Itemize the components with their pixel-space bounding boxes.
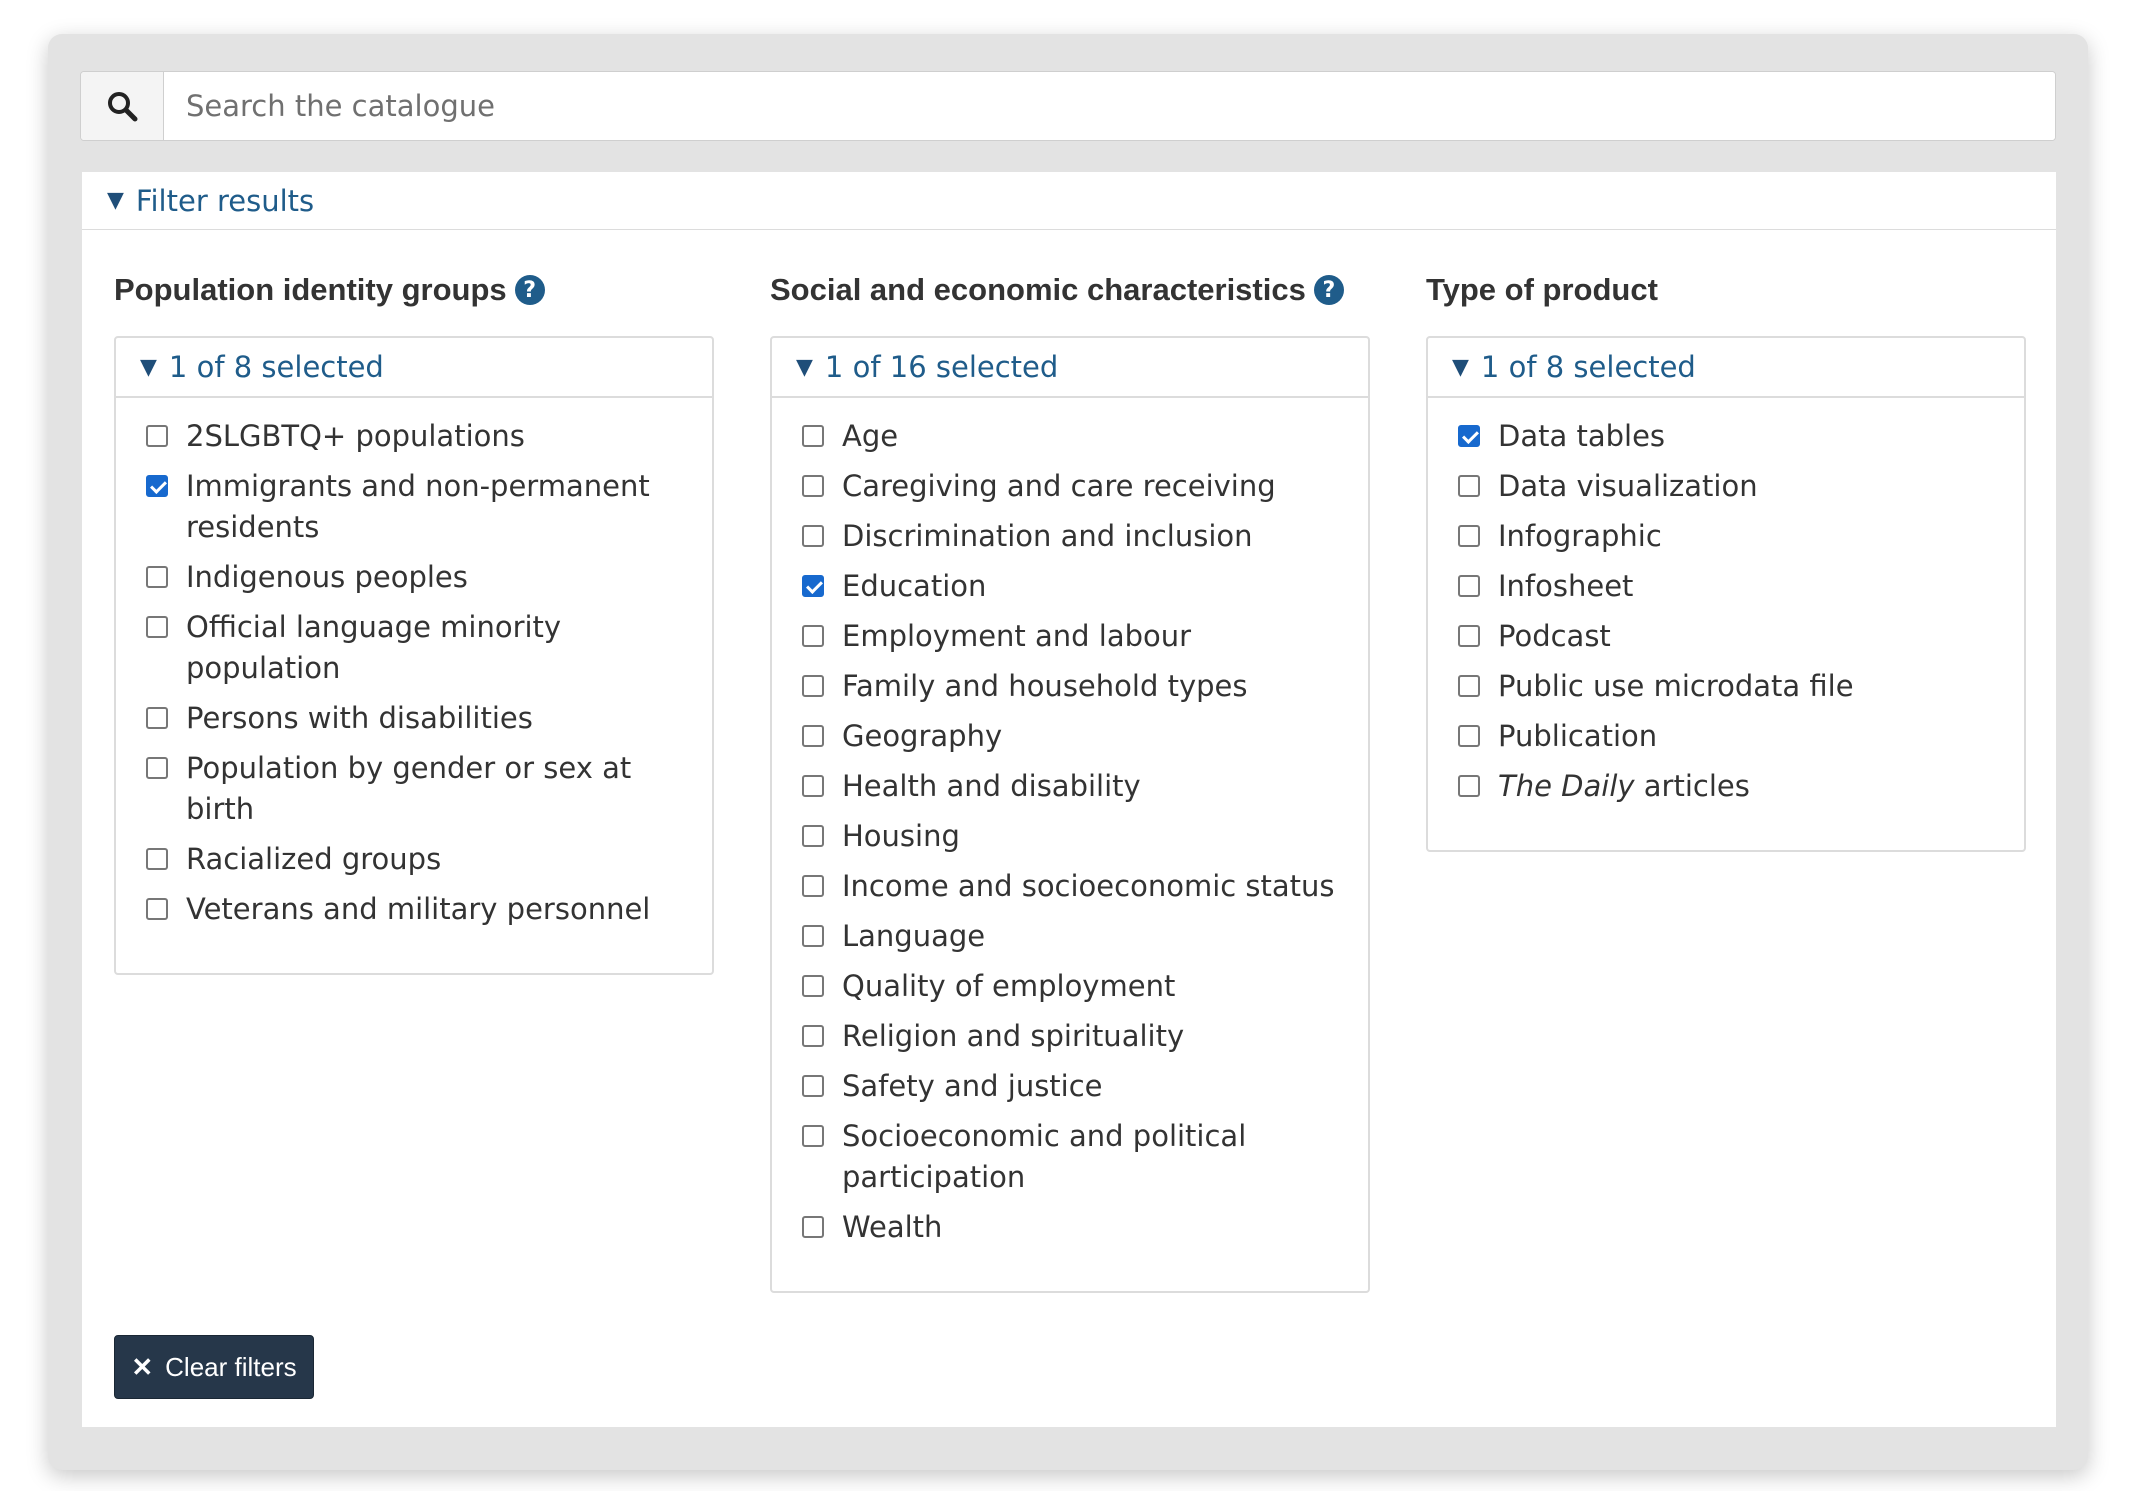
filter-column-social-economic	[770, 268, 1370, 1244]
checkbox-option[interactable]	[116, 839, 712, 880]
column-title-text: Type of product	[1426, 272, 1658, 307]
checkbox-unchecked[interactable]	[1458, 525, 1480, 547]
checkbox-option[interactable]	[116, 557, 712, 598]
checkbox-label: Age	[842, 419, 899, 453]
checkbox-label: Veterans and military personnel	[186, 892, 651, 926]
filter-results-toggle[interactable]	[82, 172, 2056, 230]
checkbox-unchecked[interactable]	[802, 925, 824, 947]
search-icon	[106, 90, 138, 122]
checkbox-option[interactable]	[116, 698, 712, 739]
checkbox-option[interactable]	[772, 416, 1368, 457]
checkbox-unchecked[interactable]	[802, 475, 824, 497]
checkbox-label: Socioeconomic and political participation	[842, 1119, 1247, 1194]
checkbox-option[interactable]	[116, 416, 712, 457]
checkbox-unchecked[interactable]	[146, 757, 168, 779]
checkbox-label: Income and socioeconomic status	[842, 869, 1335, 903]
checkbox-label: The Daily articles	[1498, 769, 1750, 803]
checkbox-option[interactable]	[1428, 566, 2024, 607]
checkbox-unchecked[interactable]	[146, 898, 168, 920]
column-title	[114, 268, 714, 312]
checkbox-option[interactable]	[116, 607, 712, 689]
checkbox-unchecked[interactable]	[802, 1075, 824, 1097]
search-input[interactable]	[164, 72, 2055, 140]
checkbox-option[interactable]	[772, 816, 1368, 857]
selected-count: 1 of 8 selected	[168, 350, 384, 384]
checkbox-label: Family and household types	[842, 669, 1248, 703]
checkbox-label: Quality of employment	[842, 969, 1176, 1003]
checkbox-option[interactable]	[1428, 716, 2024, 757]
checkbox-label: Education	[842, 569, 987, 603]
checkbox-unchecked[interactable]	[802, 425, 824, 447]
checkbox-checked[interactable]	[1458, 425, 1480, 447]
filter-column-population	[114, 268, 714, 926]
checkbox-option[interactable]	[772, 916, 1368, 957]
checkbox-unchecked[interactable]	[146, 566, 168, 588]
checkbox-option[interactable]	[116, 889, 712, 930]
checkbox-option[interactable]	[1428, 666, 2024, 707]
column-title-text: Population identity groups	[114, 272, 507, 307]
caret-down-icon: ▼	[1452, 354, 1469, 380]
checkbox-unchecked[interactable]	[1458, 575, 1480, 597]
checkbox-unchecked[interactable]	[1458, 775, 1480, 797]
checkbox-label: Official language minority population	[186, 610, 562, 685]
checkbox-unchecked[interactable]	[146, 425, 168, 447]
checkbox-option[interactable]	[772, 1207, 1368, 1248]
checkbox-label: Persons with disabilities	[186, 701, 533, 735]
checkbox-option[interactable]	[116, 748, 712, 830]
group-summary-toggle[interactable]	[772, 338, 1368, 398]
checkbox-checked[interactable]	[146, 475, 168, 497]
filter-panel	[82, 172, 2056, 1427]
checkbox-option[interactable]	[772, 966, 1368, 1007]
checkbox-label: Publication	[1498, 719, 1658, 753]
checkbox-option[interactable]	[1428, 616, 2024, 657]
checkbox-label: Infosheet	[1498, 569, 1634, 603]
checkbox-option[interactable]	[772, 616, 1368, 657]
checkbox-option[interactable]	[772, 466, 1368, 507]
checkbox-label: Geography	[842, 719, 1003, 753]
filter-results-label: Filter results	[135, 183, 315, 218]
option-list	[772, 398, 1368, 1248]
checkbox-option[interactable]	[772, 766, 1368, 807]
search-button[interactable]	[81, 72, 164, 140]
checkbox-group	[114, 336, 714, 975]
checkbox-label: Wealth	[842, 1210, 943, 1244]
checkbox-label: Safety and justice	[842, 1069, 1103, 1103]
option-list	[116, 398, 712, 930]
selected-count: 1 of 8 selected	[1480, 350, 1696, 384]
checkbox-unchecked[interactable]	[802, 875, 824, 897]
checkbox-label: Indigenous peoples	[186, 560, 468, 594]
checkbox-option[interactable]	[772, 666, 1368, 707]
checkbox-label: Data visualization	[1498, 469, 1758, 503]
checkbox-unchecked[interactable]	[802, 1216, 824, 1238]
checkbox-label: Discrimination and inclusion	[842, 519, 1253, 553]
column-title-text: Social and economic characteristics	[770, 272, 1306, 307]
caret-down-icon: ▼	[140, 354, 157, 380]
checkbox-unchecked[interactable]	[802, 1025, 824, 1047]
close-icon: ✕	[131, 1351, 154, 1382]
caret-down-icon: ▼	[796, 354, 813, 380]
checkbox-label: Podcast	[1498, 619, 1611, 653]
selected-count: 1 of 16 selected	[824, 350, 1059, 384]
clear-filters-button[interactable]	[114, 1335, 314, 1399]
checkbox-label: 2SLGBTQ+ populations	[186, 419, 525, 453]
clear-filters-label: Clear filters	[165, 1351, 297, 1382]
checkbox-label: Infographic	[1498, 519, 1662, 553]
search-bar	[80, 71, 2056, 141]
help-icon[interactable]: ?	[515, 275, 545, 305]
checkbox-option[interactable]	[772, 1016, 1368, 1057]
checkbox-option[interactable]	[772, 1066, 1368, 1107]
checkbox-label: Immigrants and non-permanent residents	[186, 469, 650, 544]
help-icon[interactable]: ?	[1314, 275, 1344, 305]
checkbox-label: Racialized groups	[186, 842, 442, 876]
checkbox-option[interactable]	[772, 566, 1368, 607]
checkbox-label: Health and disability	[842, 769, 1141, 803]
option-list	[1428, 398, 2024, 807]
checkbox-option[interactable]	[1428, 516, 2024, 557]
group-summary-toggle[interactable]	[1428, 338, 2024, 398]
checkbox-unchecked[interactable]	[802, 625, 824, 647]
checkbox-unchecked[interactable]	[802, 975, 824, 997]
checkbox-group	[1426, 336, 2026, 852]
checkbox-label: Population by gender or sex at birth	[186, 751, 632, 826]
checkbox-option[interactable]	[772, 716, 1368, 757]
checkbox-unchecked[interactable]	[1458, 475, 1480, 497]
checkbox-unchecked[interactable]	[802, 1125, 824, 1147]
checkbox-group	[770, 336, 1370, 1293]
checkbox-option[interactable]	[116, 466, 712, 548]
checkbox-unchecked[interactable]	[802, 725, 824, 747]
checkbox-label: Religion and spirituality	[842, 1019, 1185, 1053]
checkbox-unchecked[interactable]	[1458, 625, 1480, 647]
checkbox-label: Public use microdata file	[1498, 669, 1854, 703]
checkbox-unchecked[interactable]	[146, 707, 168, 729]
checkbox-checked[interactable]	[802, 575, 824, 597]
column-title	[1426, 268, 2026, 312]
checkbox-option[interactable]	[772, 1116, 1368, 1198]
checkbox-unchecked[interactable]	[802, 675, 824, 697]
filter-column-product-type	[1426, 268, 2026, 803]
checkbox-unchecked[interactable]	[146, 848, 168, 870]
checkbox-label: Language	[842, 919, 986, 953]
column-title	[770, 268, 1370, 312]
checkbox-unchecked[interactable]	[1458, 675, 1480, 697]
checkbox-label: Data tables	[1498, 419, 1666, 453]
checkbox-option[interactable]	[1428, 766, 2024, 807]
group-summary-toggle[interactable]	[116, 338, 712, 398]
caret-down-icon: ▼	[107, 188, 124, 213]
checkbox-unchecked[interactable]	[1458, 725, 1480, 747]
checkbox-option[interactable]	[772, 866, 1368, 907]
checkbox-unchecked[interactable]	[802, 775, 824, 797]
checkbox-unchecked[interactable]	[802, 525, 824, 547]
checkbox-unchecked[interactable]	[802, 825, 824, 847]
checkbox-unchecked[interactable]	[146, 616, 168, 638]
checkbox-label: Caregiving and care receiving	[842, 469, 1276, 503]
checkbox-option[interactable]	[772, 516, 1368, 557]
checkbox-label: Housing	[842, 819, 960, 853]
checkbox-option[interactable]	[1428, 416, 2024, 457]
checkbox-label: Employment and labour	[842, 619, 1192, 653]
checkbox-option[interactable]	[1428, 466, 2024, 507]
